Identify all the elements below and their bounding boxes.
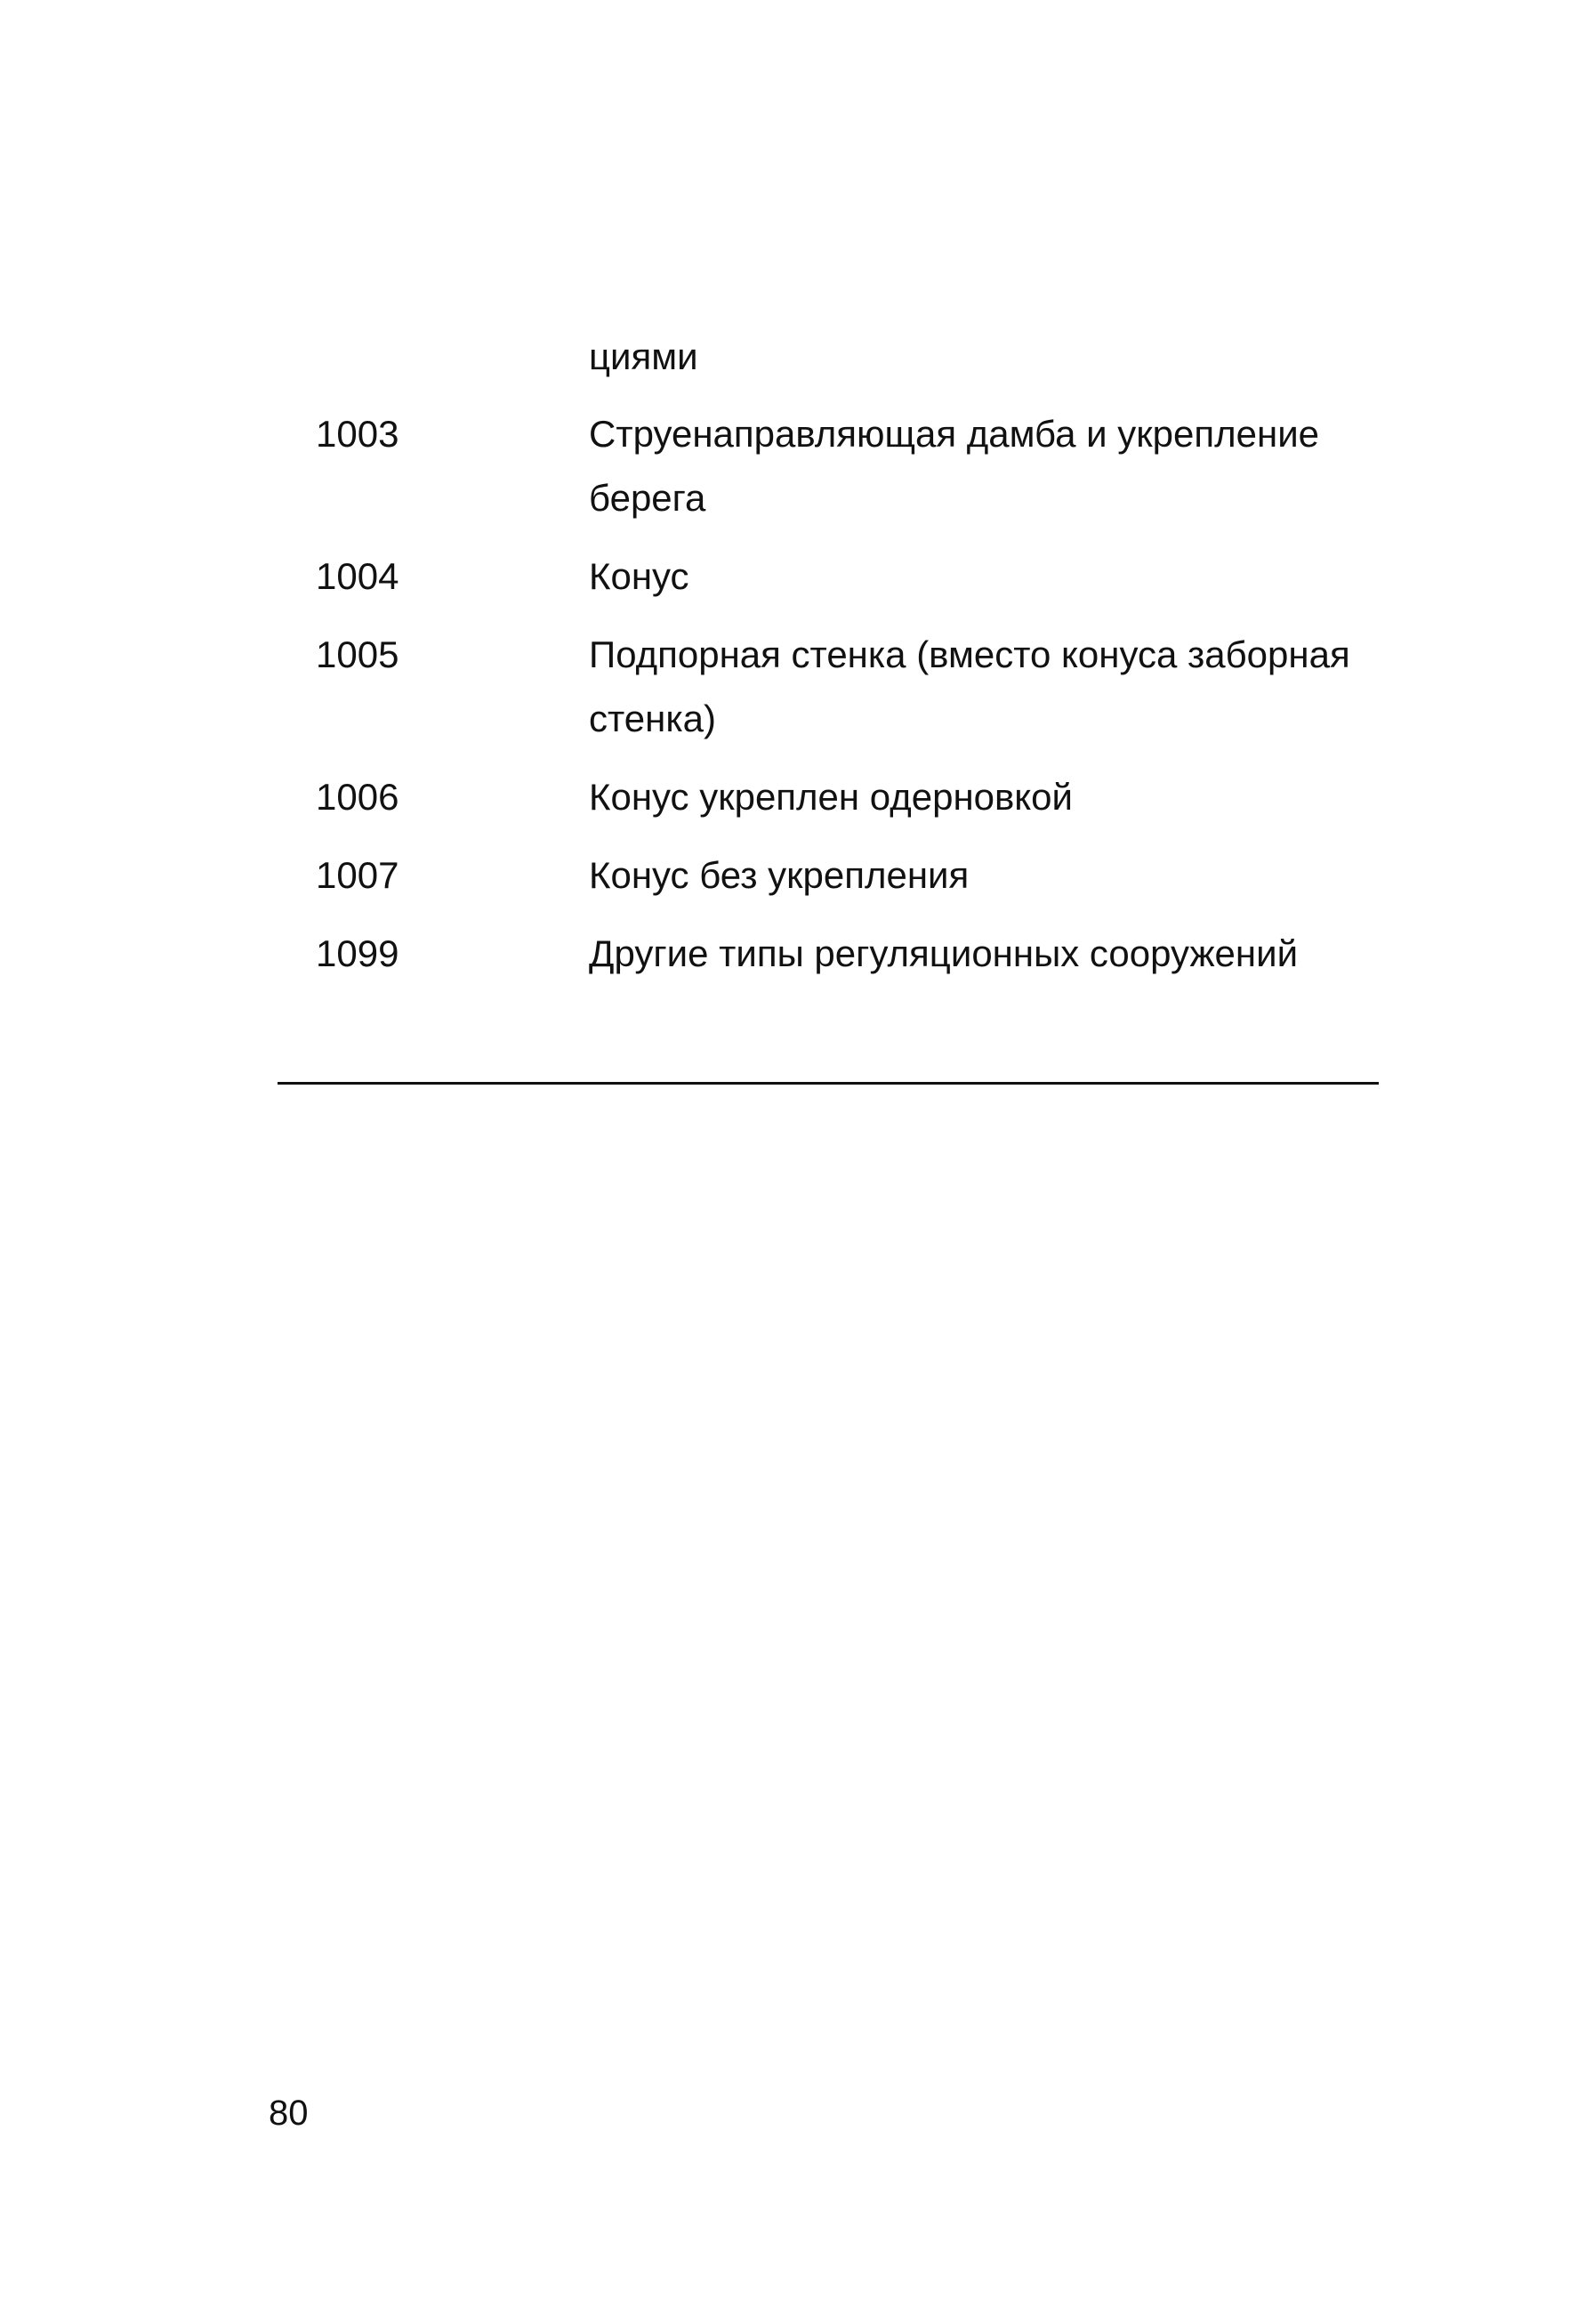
table-row: [316, 765, 1383, 829]
table-row: [316, 922, 1383, 986]
code-table: [316, 402, 1383, 1000]
entry-code: 1003: [316, 413, 399, 455]
entry-code: 1099: [316, 932, 399, 974]
entry-description: Конус без укрепления: [589, 854, 970, 896]
table-row: [316, 402, 1383, 530]
entry-code: 1004: [316, 555, 399, 597]
entry-code: 1007: [316, 854, 399, 896]
entry-description: Конус укреплен одерновкой: [589, 776, 1073, 818]
page-number: 80: [269, 2094, 309, 2133]
entry-description: Подпорная стенка (вместо конуса заборная стенка): [589, 633, 1350, 739]
entry-description: Струенаправляющая дамба и укрепление берега: [589, 413, 1320, 519]
table-row: [316, 623, 1383, 751]
continuation-text: циями: [589, 335, 698, 377]
footnote-divider: [278, 1082, 1379, 1085]
entry-code: 1005: [316, 633, 399, 675]
entry-description: Другие типы регуляционных сооружений: [589, 932, 1299, 974]
table-row: [316, 545, 1383, 609]
entry-description: Конус: [589, 555, 689, 597]
table-row: [316, 843, 1383, 908]
entry-code: 1006: [316, 776, 399, 818]
